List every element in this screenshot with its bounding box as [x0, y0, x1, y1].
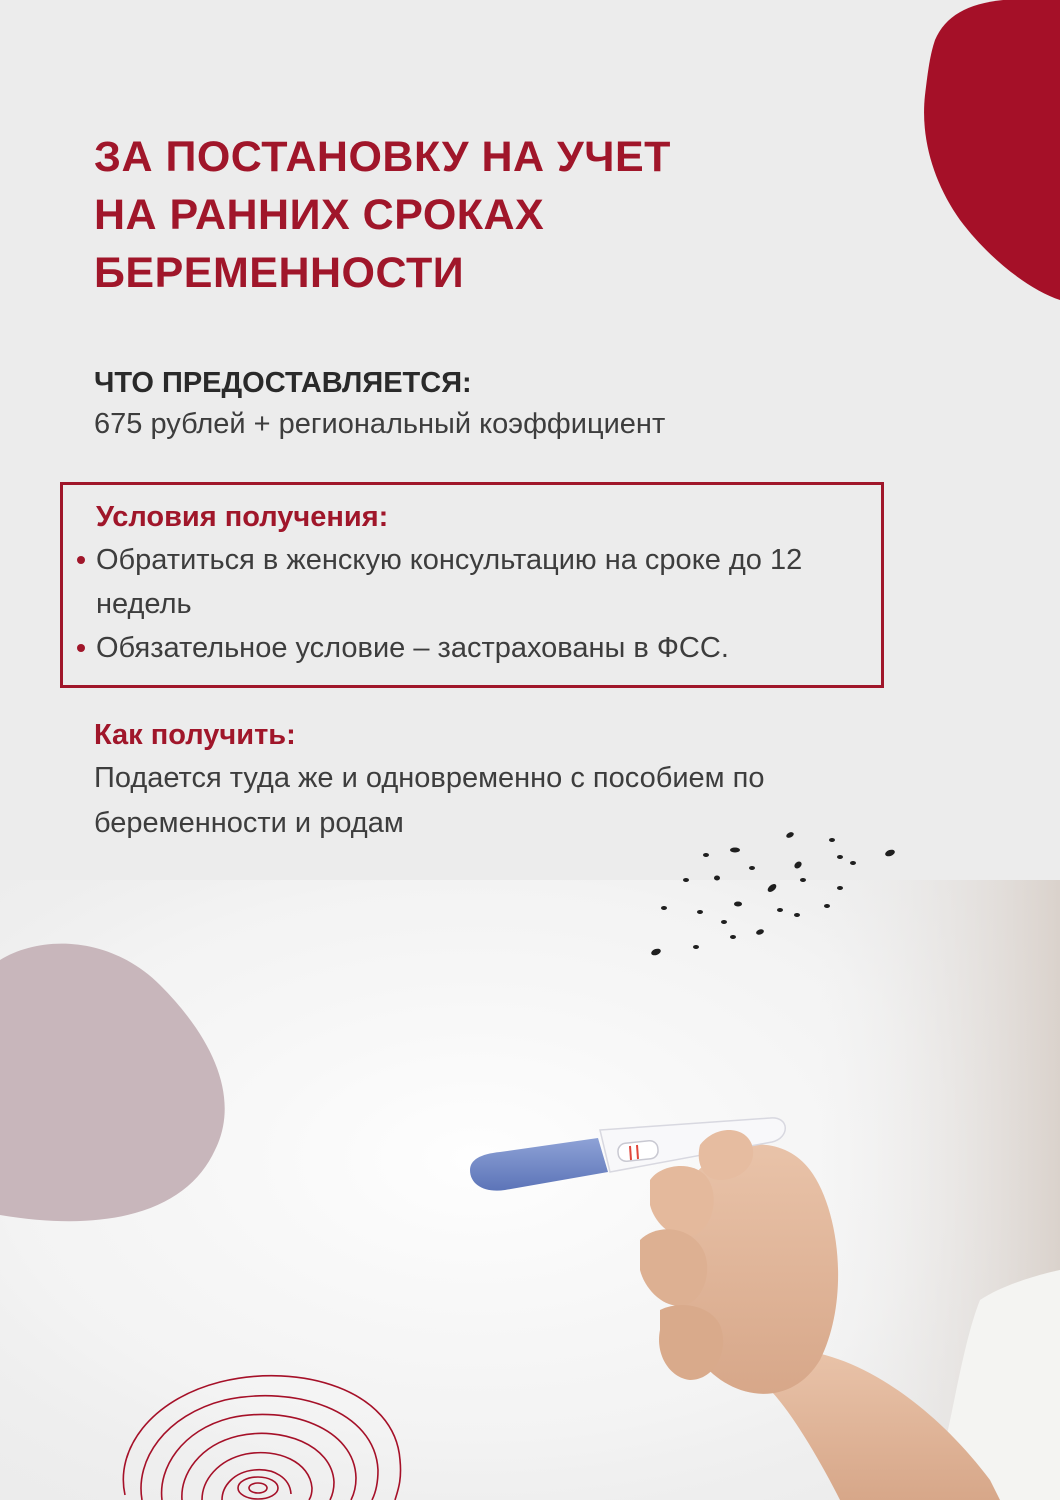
rings-decoration	[110, 1360, 410, 1500]
conditions-heading: Условия получения:	[96, 501, 389, 533]
page-title	[94, 128, 671, 302]
how-to-text-line-2: беременности и родам	[94, 807, 404, 839]
title-line-3: БЕРЕМЕННОСТИ	[94, 249, 465, 297]
provided-heading: ЧТО ПРЕДОСТАВЛЯЕТСЯ:	[94, 367, 472, 399]
title-line-2: НА РАННИХ СРОКАХ	[94, 191, 545, 239]
provided-text: 675 рублей + региональный коэффициент	[94, 408, 666, 440]
condition-text: Обратиться в женскую консультацию на сроке до 12 недель	[96, 544, 803, 620]
title-line-1: ЗА ПОСТАНОВКУ НА УЧЕТ	[94, 133, 671, 181]
conditions-list	[96, 538, 876, 670]
how-to-text-line-1: Подается туда же и одновременно с пособием по	[94, 762, 765, 794]
conditions-box	[60, 482, 884, 688]
condition-text: Обязательное условие – застрахованы в ФСС.	[96, 632, 729, 664]
dots-decoration	[640, 820, 920, 970]
mauve-blob-decoration	[0, 930, 260, 1250]
how-to-heading: Как получить:	[94, 719, 296, 751]
list-item	[96, 538, 876, 626]
list-item	[96, 626, 876, 670]
bullet-icon	[77, 556, 85, 564]
bullet-icon	[77, 644, 85, 652]
